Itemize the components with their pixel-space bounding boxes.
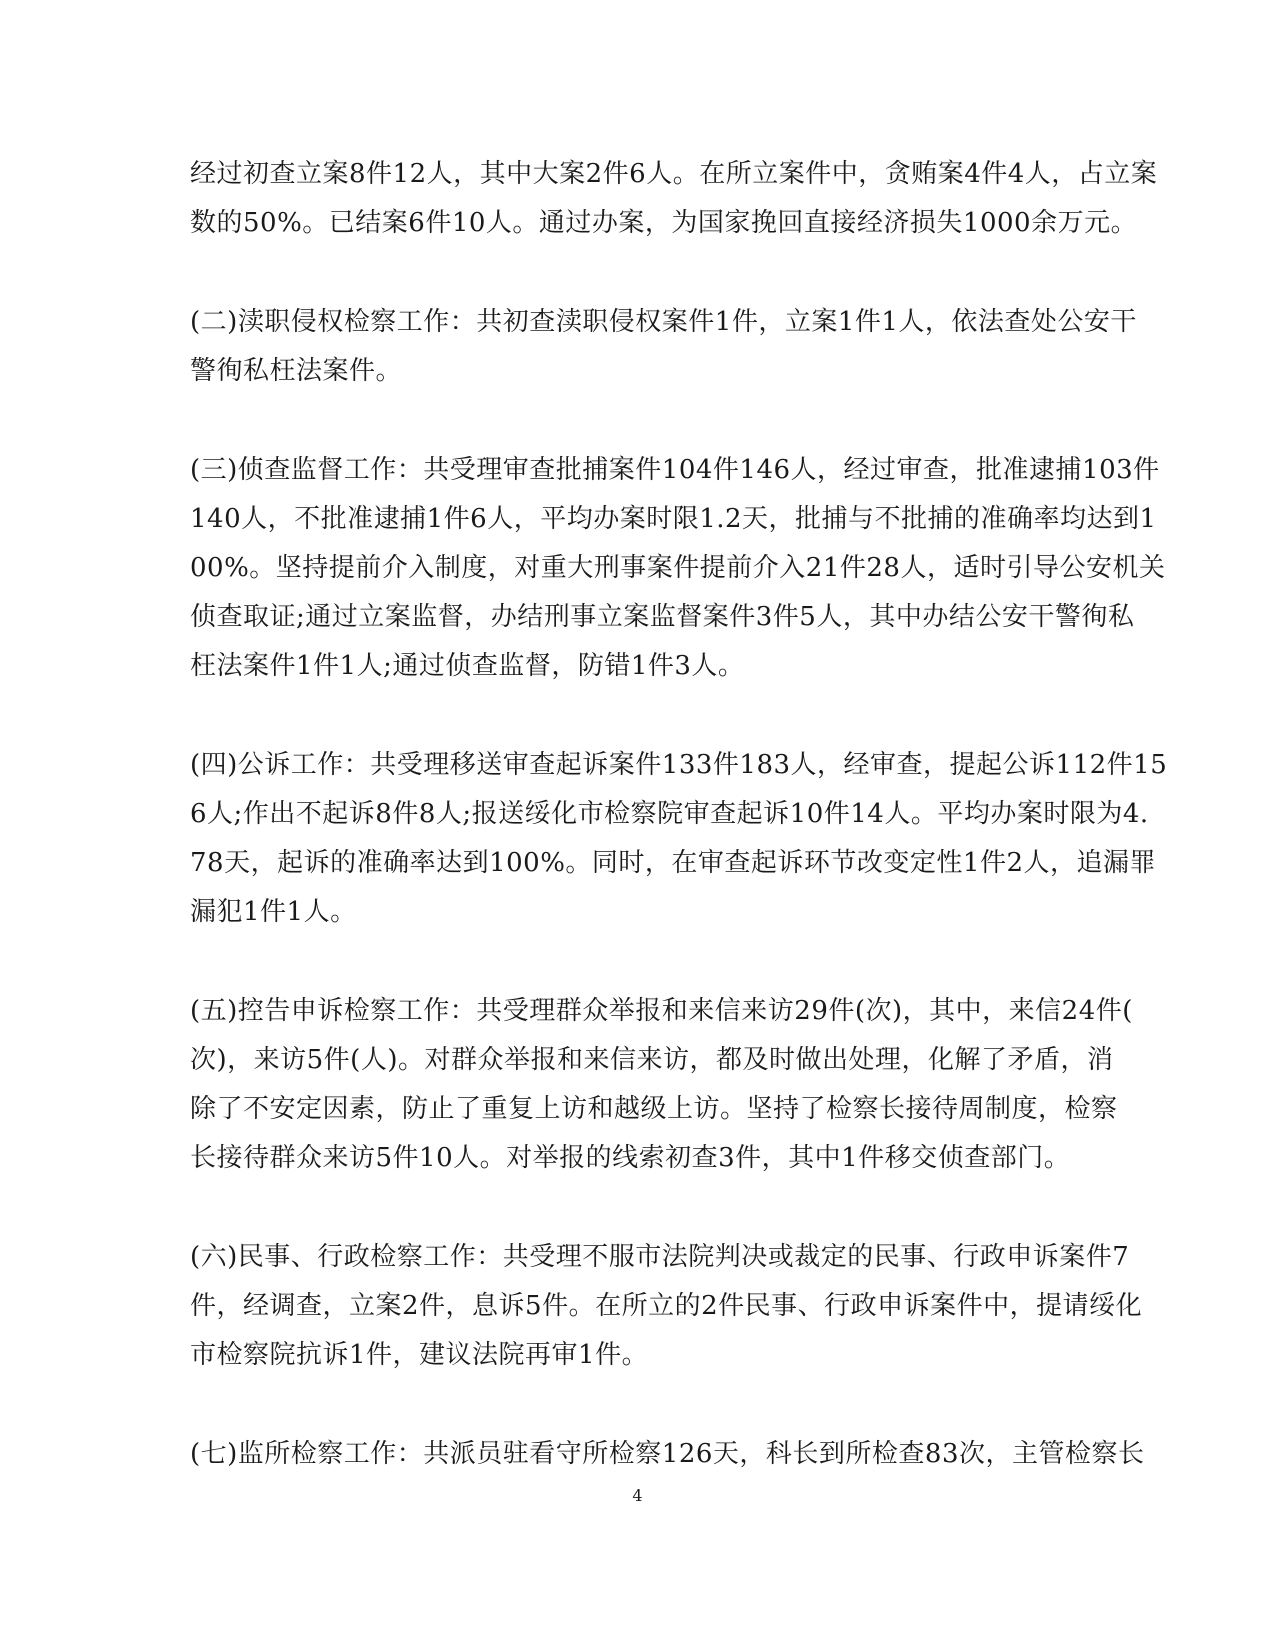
paragraph-complaint-appeal — [190, 987, 1133, 1183]
paragraph-investigation-supervision — [190, 446, 1166, 691]
paragraph-line: 78天，起诉的准确率达到100%。同时，在审查起诉环节改变定性1件2人，追漏罪 — [190, 848, 1156, 878]
paragraph-line: 市检察院抗诉1件，建议法院再审1件。 — [190, 1340, 649, 1370]
paragraph-line: (五)控告申诉检察工作：共受理群众举报和来信来访29件(次)，其中，来信24件( — [190, 996, 1133, 1026]
paragraph-line: (三)侦查监督工作：共受理审查批捕案件104件146人，经过审查，批准逮捕103件 — [190, 455, 1160, 485]
paragraph-case-summary — [190, 150, 1158, 248]
paragraph-line: 数的50%。已结案6件10人。通过办案，为国家挽回直接经济损失1000余万元。 — [190, 208, 1138, 238]
paragraph-line: 6人;作出不起诉8件8人;报送绥化市检察院审查起诉10件14人。平均办案时限为4. — [190, 799, 1149, 829]
paragraph-dereliction-inspection — [190, 298, 1137, 396]
paragraph-line: (七)监所检察工作：共派员驻看守所检察126天，科长到所检查83次，主管检察长 — [190, 1439, 1145, 1469]
paragraph-public-prosecution — [190, 741, 1168, 937]
paragraph-line: 侦查取证;通过立案监督，办结刑事立案监督案件3件5人，其中办结公安干警徇私 — [190, 602, 1135, 632]
paragraph-detention-inspection — [190, 1430, 1145, 1479]
document-body — [190, 150, 1168, 1529]
paragraph-line: 件，经调查，立案2件，息诉5件。在所立的2件民事、行政申诉案件中，提请绥化 — [190, 1291, 1143, 1321]
paragraph-civil-administrative — [190, 1233, 1143, 1380]
paragraph-line: (二)渎职侵权检察工作：共初查渎职侵权案件1件，立案1件1人，依法查处公安干 — [190, 307, 1137, 337]
paragraph-line: (四)公诉工作：共受理移送审查起诉案件133件183人，经审查，提起公诉112件15 — [190, 750, 1168, 780]
paragraph-line: 除了不安定因素，防止了重复上访和越级上访。坚持了检察长接待周制度，检察 — [190, 1094, 1118, 1124]
paragraph-line: 次)，来访5件(人)。对群众举报和来信来访，都及时做出处理，化解了矛盾，消 — [190, 1045, 1114, 1075]
paragraph-line: 漏犯1件1人。 — [190, 897, 357, 927]
paragraph-line: 经过初查立案8件12人，其中大案2件6人。在所立案件中，贪贿案4件4人，占立案 — [190, 159, 1158, 189]
paragraph-line: (六)民事、行政检察工作：共受理不服市法院判决或裁定的民事、行政申诉案件7 — [190, 1242, 1130, 1272]
paragraph-line: 140人，不批准逮捕1件6人，平均办案时限1.2天，批捕与不批捕的准确率均达到1 — [190, 504, 1157, 534]
paragraph-line: 警徇私枉法案件。 — [190, 356, 403, 386]
paragraph-line: 长接待群众来访5件10人。对举报的线索初查3件，其中1件移交侦查部门。 — [190, 1143, 1071, 1173]
paragraph-line: 枉法案件1件1人;通过侦查监督，防错1件3人。 — [190, 651, 745, 681]
paragraph-line: 00%。坚持提前介入制度，对重大刑事案件提前介入21件28人，适时引导公安机关 — [190, 553, 1166, 583]
page-number: 4 — [632, 1486, 643, 1505]
